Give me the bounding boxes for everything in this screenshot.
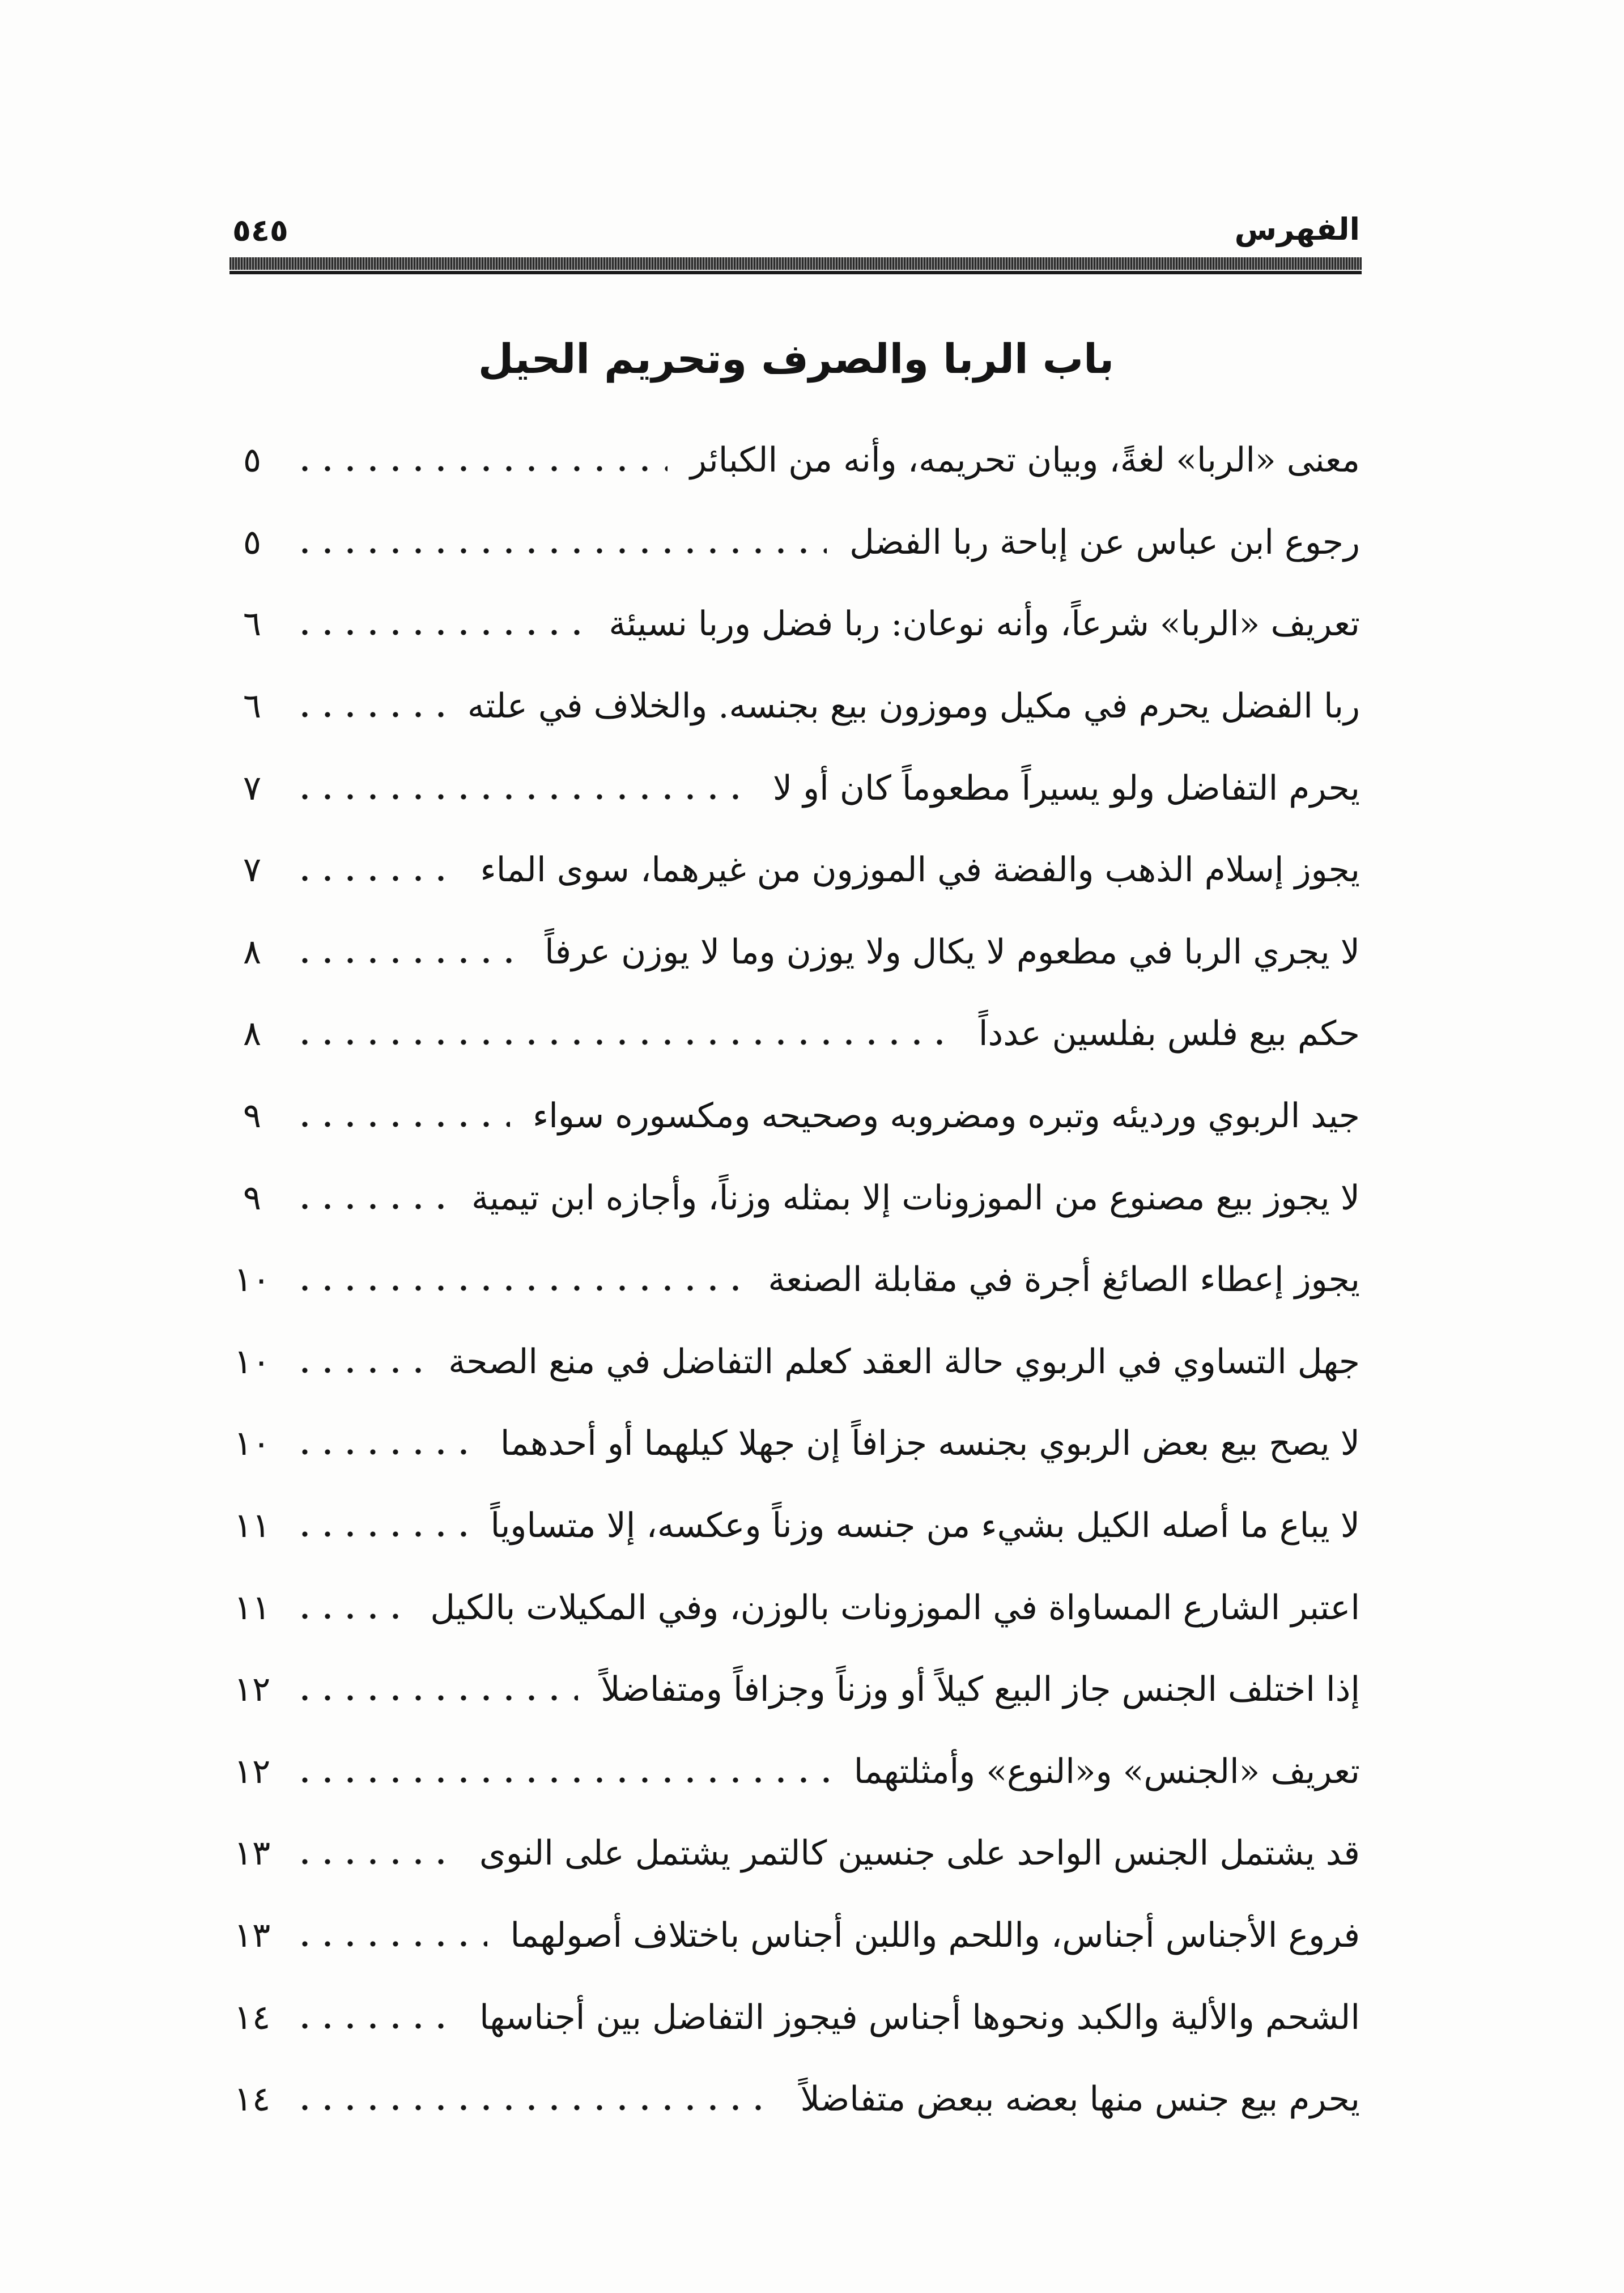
entry-page-number: ١٣: [233, 1915, 271, 1955]
toc-entry: [221, 583, 1360, 665]
running-header: [232, 198, 1360, 261]
entry-title: فروع الأجناس أجناس، واللحم واللبن أجناس باختلاف أصولهما: [510, 1915, 1360, 1955]
entry-page-number: ٧: [243, 850, 262, 890]
entry-page-number: ١٢: [233, 1751, 271, 1791]
entry-page-number: ١٠: [233, 1260, 271, 1300]
toc-entry: [221, 1731, 1360, 1813]
dot-leader: [294, 1122, 510, 1127]
dot-leader: [294, 794, 750, 800]
entry-page-number: ٧: [243, 768, 262, 808]
dot-leader: [294, 466, 668, 472]
toc-entry: [221, 1895, 1360, 1977]
dot-leader: [294, 1204, 449, 1209]
entry-page-number: ٨: [243, 932, 262, 972]
toc-entry: [221, 502, 1360, 584]
entry-title: حكم بيع فلس بفلسين عدداً: [978, 1014, 1360, 1054]
entry-page-number: ٩: [243, 1178, 262, 1218]
entry-title: إذا اختلف الجنس جاز البيع كيلاً أو وزناً وجزافاً ومتفاضلاً: [601, 1670, 1360, 1710]
entry-page-number: ١٠: [233, 1341, 271, 1382]
dot-leader: [294, 1941, 487, 1947]
entry-title: جيد الربوي ورديئه وتبره ومضروبه وصحيحه ومكسوره سواء: [533, 1096, 1360, 1136]
entry-page-number: ١١: [233, 1587, 271, 1628]
entry-page-number: ٦: [243, 686, 262, 727]
toc-entry: [221, 993, 1360, 1075]
dot-leader: [294, 1368, 426, 1373]
toc-entry: [221, 419, 1360, 502]
toc-entry: [221, 2058, 1360, 2141]
entry-title: اعتبر الشارع المساواة في الموزونات بالوزن، وفي المكيلات بالكيل: [430, 1587, 1360, 1628]
dot-leader: [294, 1777, 831, 1783]
entry-title: تعريف «الربا» شرعاً، وأنه نوعان: ربا فضل وربا نسيئة: [609, 604, 1360, 644]
toc-entry: [221, 1976, 1360, 2058]
dot-leader: [294, 1039, 956, 1045]
dot-leader: [294, 1285, 745, 1291]
header-rule: [229, 257, 1362, 270]
toc-entry: [221, 1485, 1360, 1567]
entry-page-number: ١٤: [233, 2079, 271, 2120]
entry-page-number: ٩: [243, 1096, 262, 1136]
toc-entry: [221, 747, 1360, 829]
toc-entry: [221, 665, 1360, 748]
entry-page-number: ١١: [233, 1506, 271, 1546]
dot-leader: [294, 2023, 457, 2029]
header-page-number: ٥٤٥: [232, 213, 288, 248]
toc-entry: [221, 829, 1360, 911]
entry-title: معنى «الربا» لغةً، وبيان تحريمه، وأنه من الكبائر: [690, 440, 1360, 481]
entry-page-number: ١٢: [233, 1670, 271, 1710]
entry-title: قد يشتمل الجنس الواحد على جنسين كالتمر يشتمل على النوى: [479, 1833, 1360, 1874]
entry-page-number: ٥: [243, 522, 262, 562]
dot-leader: [294, 712, 445, 717]
entry-title: يجوز إسلام الذهب والفضة في الموزون من غيرهما، سوى الماء: [480, 850, 1360, 890]
entry-title: يحرم التفاضل ولو يسيراً مطعوماً كان أو لا: [772, 768, 1360, 808]
entry-title: لا يصح بيع بعض الربوي بجنسه جزافاً إن جهلا كيلهما أو أحدهما: [500, 1424, 1360, 1464]
toc-list: [221, 419, 1360, 2140]
entry-title: لا يجري الربا في مطعوم لا يكال ولا يوزن وما لا يوزن عرفاً: [545, 932, 1360, 972]
header-rule-line: [229, 271, 1362, 274]
toc-entry: [221, 1649, 1360, 1731]
entry-title: يحرم بيع جنس منها بعضه ببعض متفاضلاً: [800, 2079, 1360, 2120]
entry-title: يجوز إعطاء الصائغ أجرة في مقابلة الصنعة: [768, 1260, 1360, 1300]
entry-title: تعريف «الجنس» و«النوع» وأمثلتهما: [853, 1751, 1360, 1791]
dot-leader: [294, 1613, 407, 1619]
toc-entry: [221, 1403, 1360, 1485]
section-title: باب الربا والصرف وتحريم الحيل: [478, 335, 1115, 383]
entry-page-number: ٥: [243, 440, 262, 481]
toc-entry: [221, 1239, 1360, 1321]
dot-leader: [294, 1695, 578, 1701]
dot-leader: [294, 1859, 457, 1865]
dot-leader: [294, 1531, 467, 1537]
entry-page-number: ٦: [243, 604, 262, 644]
header-title: الفهرس: [1234, 211, 1360, 247]
dot-leader: [294, 548, 827, 554]
entry-title: الشحم والألية والكبد ونحوها أجناس فيجوز التفاضل بين أجناسها: [479, 1997, 1360, 2037]
entry-page-number: ٨: [243, 1014, 262, 1054]
dot-leader: [294, 876, 458, 881]
entry-page-number: ١٣: [233, 1833, 271, 1874]
entry-title: ربا الفضل يحرم في مكيل وموزون بيع بجنسه. والخلاف في علته: [467, 686, 1360, 727]
entry-title: لا يباع ما أصله الكيل بشيء من جنسه وزناً وعكسه، إلا متساوياً: [490, 1506, 1360, 1546]
toc-entry: [221, 1812, 1360, 1895]
entry-title: رجوع ابن عباس عن إباحة ربا الفضل: [849, 522, 1360, 562]
toc-entry: [221, 1075, 1360, 1157]
toc-entry: [221, 911, 1360, 993]
dot-leader: [294, 958, 522, 963]
dot-leader: [294, 630, 586, 635]
dot-leader: [294, 2105, 778, 2111]
entry-title: جهل التساوي في الربوي حالة العقد كعلم التفاضل في منع الصحة: [448, 1341, 1360, 1382]
toc-entry: [221, 1321, 1360, 1403]
entry-page-number: ١٠: [233, 1424, 271, 1464]
dot-leader: [294, 1449, 478, 1455]
toc-entry: [221, 1157, 1360, 1239]
toc-entry: [221, 1566, 1360, 1649]
entry-title: لا يجوز بيع مصنوع من الموزونات إلا بمثله وزناً، وأجازه ابن تيمية: [471, 1178, 1360, 1218]
entry-page-number: ١٤: [233, 1997, 271, 2037]
